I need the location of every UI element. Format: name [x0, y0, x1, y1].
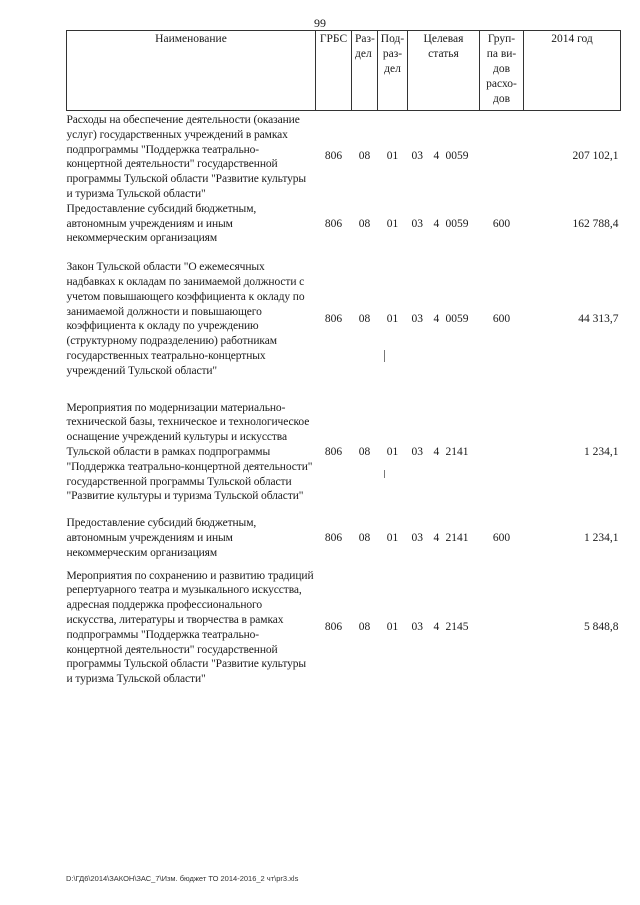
target-part-b: 4: [433, 445, 440, 458]
table-row: [67, 260, 621, 378]
row-spacer: [67, 246, 621, 260]
page-number: 99: [314, 16, 326, 30]
row-amount: 5 848,8: [584, 621, 619, 634]
row-podrazdel: 01: [386, 149, 399, 162]
row-target: [408, 111, 480, 202]
row-amount: 1 234,1: [584, 531, 619, 544]
target-part-b: 4: [433, 149, 440, 162]
row-grbs: 806: [324, 531, 343, 544]
row-name: Мероприятия по сохранению и развитию традиций репертуарного театра и музыкального искусства, адресная поддержка профессионального искусства, литературы и творчества в рамках подпрограммы "Поддержка театрально-концертной деятельности" государственной программы Тульской области "Развитие культуры и туризма Тульской области": [66, 569, 314, 686]
table-row: [67, 111, 621, 202]
row-group: [480, 569, 524, 687]
header-grbs: ГРБС: [316, 31, 352, 111]
row-target: [408, 202, 480, 246]
row-amount: 44 313,7: [578, 312, 619, 325]
row-razdel: 08: [358, 217, 371, 230]
header-group: Груп- па ви- дов расхо- дов: [480, 31, 524, 111]
target-part-c: 0059: [445, 149, 469, 162]
table-row: [67, 401, 621, 505]
budget-table: [66, 30, 621, 687]
target-part-b: 4: [433, 621, 440, 634]
header-target: Целевая статья: [408, 31, 480, 111]
row-razdel: 08: [358, 621, 371, 634]
target-part-c: 0059: [445, 312, 469, 325]
table-row: [67, 569, 621, 687]
row-podrazdel: 01: [386, 445, 399, 458]
row-razdel: 08: [358, 445, 371, 458]
row-amount: 207 102,1: [572, 149, 619, 162]
budget-table-wrapper: [66, 30, 620, 687]
row-target: [408, 516, 480, 560]
target-part-a: 03: [411, 312, 423, 325]
row-name: Предоставление субсидий бюджетным, автономным учреждениям и иным некоммерческим организациям: [66, 202, 257, 245]
target-part-b: 4: [433, 312, 440, 325]
column-rule: [384, 350, 385, 362]
row-podrazdel: 01: [386, 312, 399, 325]
row-grbs: 806: [324, 445, 343, 458]
header-razdel: Раз- дел: [352, 31, 378, 111]
target-part-c: 2141: [445, 531, 469, 544]
row-group: [480, 401, 524, 505]
row-target: [408, 401, 480, 505]
row-grbs: 806: [324, 149, 343, 162]
table-body: [67, 111, 621, 687]
table-row: [67, 202, 621, 246]
row-podrazdel: 01: [386, 531, 399, 544]
target-part-a: 03: [411, 149, 423, 162]
row-razdel: 08: [358, 149, 371, 162]
row-grbs: 806: [324, 621, 343, 634]
row-group: 600: [492, 531, 511, 544]
row-grbs: 806: [324, 217, 343, 230]
row-group: 600: [492, 217, 511, 230]
table-header: [67, 31, 621, 111]
header-podrazdel: Под- раз- дел: [378, 31, 408, 111]
target-part-c: 2145: [445, 621, 469, 634]
target-part-b: 4: [433, 531, 440, 544]
header-year: 2014 год: [524, 31, 621, 111]
file-path-footer: D:\ГД6\2014\ЗАКОН\ЗАС_7\Изм. бюджет ТО 2014-2016_2 чт\pr3.xls: [66, 874, 299, 883]
column-rule: [384, 470, 385, 478]
row-amount: 162 788,4: [572, 217, 619, 230]
target-part-c: 0059: [445, 217, 469, 230]
row-podrazdel: 01: [386, 217, 399, 230]
row-group: [480, 111, 524, 202]
target-part-a: 03: [411, 445, 423, 458]
table-row: [67, 516, 621, 560]
target-part-b: 4: [433, 217, 440, 230]
target-part-a: 03: [411, 621, 423, 634]
row-target: [408, 260, 480, 378]
row-name: Предоставление субсидий бюджетным, автономным учреждениям и иным некоммерческим организациям: [66, 517, 257, 559]
row-name: Мероприятия по модернизации материально-технической базы, техническое и технологическое оснащение учреждений культуры и искусства Тульской области в рамках подпрограммы "Поддержка театрально-концертной деятельности" государственной программы Тульской области "Развитие культуры и туризма Тульской области": [66, 401, 313, 503]
row-grbs: 806: [324, 312, 343, 325]
row-razdel: 08: [358, 312, 371, 325]
row-spacer: [67, 504, 621, 516]
row-name: Расходы на обеспечение деятельности (оказание услуг) государственных учреждений в рамках подпрограммы "Поддержка театрально-концертной деятельности" государственной программы Тульской области "Развитие культуры и туризма Тульской области": [66, 114, 307, 200]
target-part-a: 03: [411, 531, 423, 544]
row-amount: 1 234,1: [584, 445, 619, 458]
row-name: Закон Тульской области "О ежемесячных надбавках к окладам по занимаемой должности с учетом повышающего коэффициента к окладу по занимаемой должности и повышающего коэффициента к окладу по учреждению (структурному подразделению) работникам государственных театрально-концертных учреждений Тульской области": [66, 261, 305, 377]
row-podrazdel: 01: [386, 621, 399, 634]
target-part-c: 2141: [445, 445, 469, 458]
row-target: [408, 569, 480, 687]
target-part-a: 03: [411, 217, 423, 230]
row-spacer: [67, 379, 621, 401]
header-name: Наименование: [67, 31, 316, 111]
row-spacer: [67, 561, 621, 569]
row-group: 600: [492, 312, 511, 325]
row-razdel: 08: [358, 531, 371, 544]
